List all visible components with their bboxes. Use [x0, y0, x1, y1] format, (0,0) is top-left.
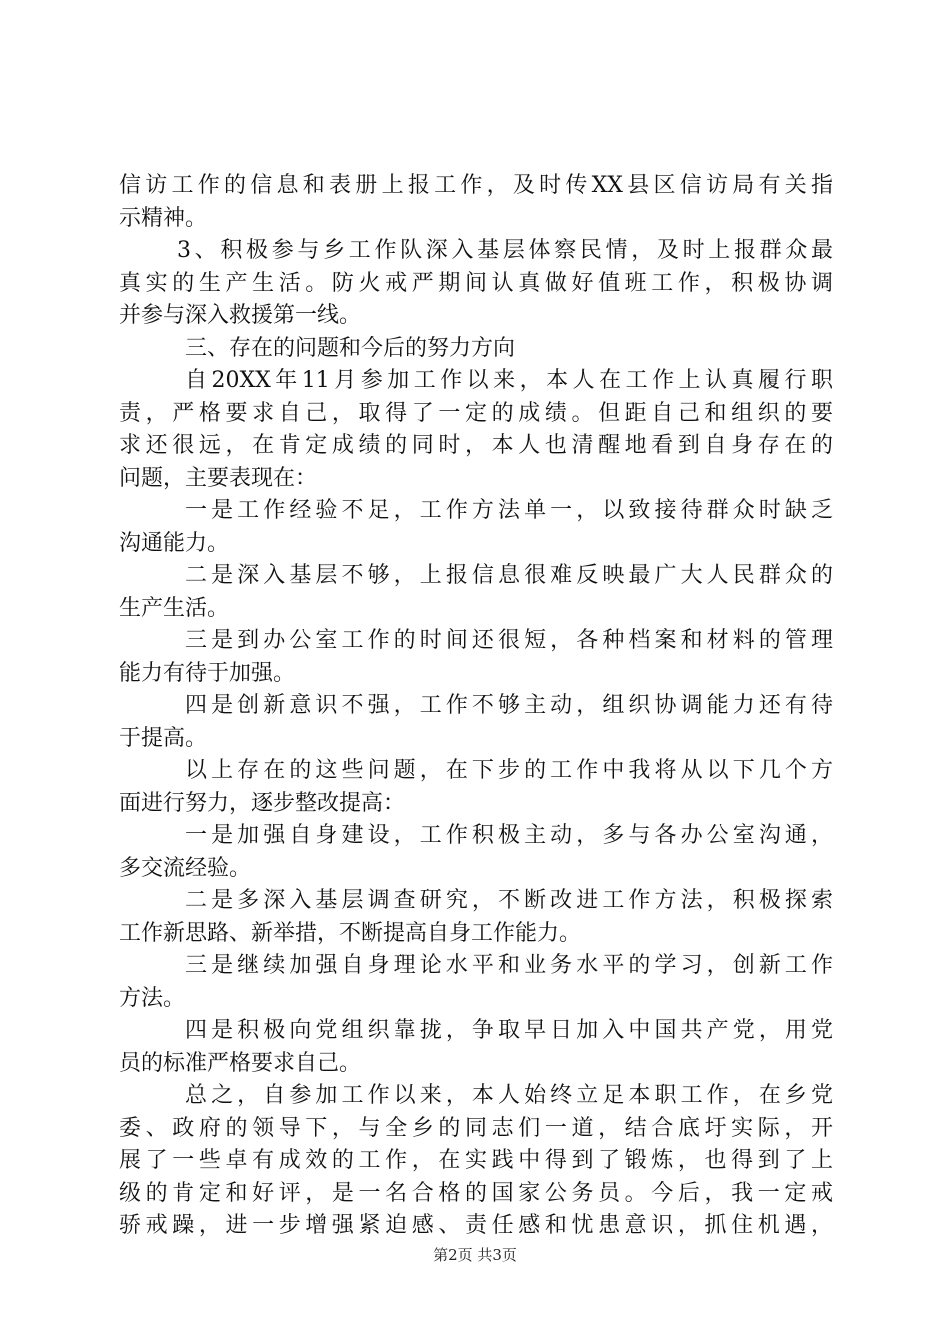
text-line: 能力有待于加强。 — [119, 660, 296, 686]
text-line: 三是继续加强自身理论水平和业务水平的学习，创新工作 — [185, 953, 833, 978]
text-line: 级的肯定和好评，是一名合格的国家公务员。今后，我一定戒 — [119, 1180, 833, 1206]
text-line: 问题，主要表现在： — [119, 465, 318, 491]
text-line: 并参与深入救援第一线。 — [119, 303, 362, 328]
text-line: 三、存在的问题和今后的努力方向 — [185, 335, 516, 361]
text-line: 四是创新意识不强，工作不够主动，组织协调能力还有待 — [185, 693, 833, 718]
text-line: 二是多深入基层调查研究，不断改进工作方法，积极探索 — [185, 888, 833, 913]
text-line: 沟通能力。 — [119, 530, 230, 556]
text-line: 四是积极向党组织靠拢，争取早日加入中国共产党，用党 — [185, 1018, 833, 1043]
page-number-label: 第2页 共3页 — [433, 1246, 517, 1264]
text-line: 二是深入基层不够，上报信息很难反映最广大人民群众的 — [185, 563, 833, 588]
text-line: 委、政府的领导下，与全乡的同志们一道，结合底圩实际，开 — [119, 1115, 833, 1141]
text-line: 总之，自参加工作以来，本人始终立足本职工作，在乡党 — [185, 1083, 833, 1108]
text-line: 方法。 — [119, 985, 186, 1011]
text-line: 骄戒躁，进一步增强紧迫感、责任感和忧患意识，抓住机遇， — [119, 1213, 833, 1238]
text-line: 责，严格要求自己，取得了一定的成绩。但距自己和组织的要 — [119, 400, 833, 426]
text-line: 工作新思路、新举措，不断提高自身工作能力。 — [119, 920, 582, 946]
text-line: 三是到办公室工作的时间还很短，各种档案和材料的管理 — [185, 628, 833, 653]
text-line: 生产生活。 — [119, 595, 230, 621]
document-body — [119, 170, 833, 1243]
page-footer — [0, 1244, 950, 1265]
text-line: 信访工作的信息和表册上报工作，及时传XX县区信访局有关指 — [119, 173, 833, 198]
text-line: 示精神。 — [119, 205, 208, 231]
text-line: 求还很远，在肯定成绩的同时，本人也清醒地看到自身存在的 — [119, 433, 833, 458]
text-line: 3、积极参与乡工作队深入基层体察民情，及时上报群众最 — [177, 238, 833, 263]
text-line: 员的标准严格要求自己。 — [119, 1050, 362, 1076]
text-line: 展了一些卓有成效的工作，在实践中得到了锻炼，也得到了上 — [119, 1148, 833, 1173]
text-line: 多交流经验。 — [119, 855, 252, 881]
text-line: 真实的生产生活。防火戒严期间认真做好值班工作，积极协调 — [119, 270, 833, 296]
text-line: 一是工作经验不足，工作方法单一，以致接待群众时缺乏 — [185, 498, 833, 523]
text-line: 以上存在的这些问题，在下步的工作中我将从以下几个方 — [185, 758, 833, 783]
text-line: 自20XX年11月参加工作以来，本人在工作上认真履行职 — [185, 368, 833, 393]
text-line: 于提高。 — [119, 725, 208, 751]
text-line: 一是加强自身建设，工作积极主动，多与各办公室沟通， — [185, 823, 833, 848]
text-line: 面进行努力，逐步整改提高： — [119, 790, 406, 816]
